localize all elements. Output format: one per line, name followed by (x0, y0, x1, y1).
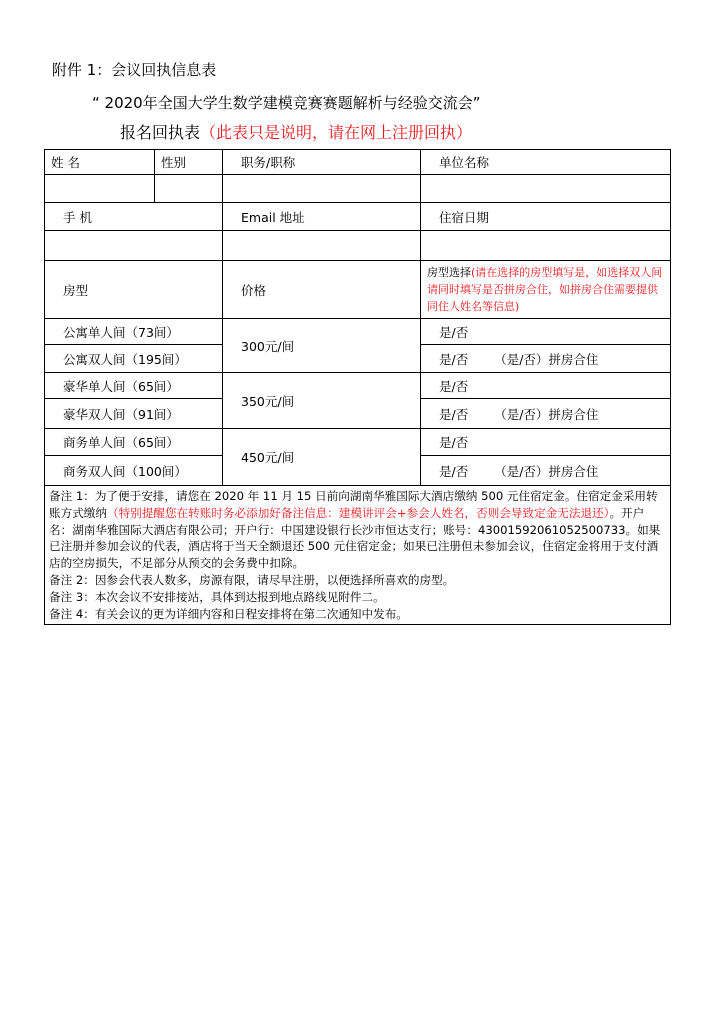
header-gender: 性别 (155, 150, 223, 175)
room-choice-label: 房型选择 (427, 266, 471, 279)
room-type: 豪华单人间（65间） (45, 373, 223, 399)
form-title (120, 120, 472, 143)
form-title-text: 报名回执表 (120, 123, 201, 142)
room-choice[interactable] (421, 399, 671, 429)
note-1-text: 备注 1：为了便于安排，请您在 2020 年 11 月 15 日前向湖南华雅国际大酒店缴纳 500 元住宿定金。住宿定金采用转账方式缴纳 (49, 489, 658, 520)
room-choice-value: 是/否 (439, 406, 469, 422)
note-1-account: 。开户名：湖南华雅国际大酒店有限公司；开户行：中国建设银行长沙市恒达支行；账号：43001592061052500733。如果已注册并参加会议的代表，酒店将于当天全额退还 500 元住宿定金；如果已注册但未参加会议，住宿定金将用于支付酒店的空房损失，不足部分从预交的会务费中扣除。 (49, 505, 661, 571)
room-choice-value: 是/否 (439, 324, 469, 340)
attachment-title: 附件 1：会议回执信息表 (52, 61, 217, 79)
note-3: 备注 3：本次会议不安排接站，具体到达报到地点路线见附件二。 (49, 589, 385, 604)
room-share-option: （是/否）拼房合住 (494, 351, 599, 367)
form-title-note: （此表只是说明，请在网上注册回执） (200, 123, 473, 142)
room-choice-value: 是/否 (439, 435, 469, 450)
room-choice-note: (请在选择的房型填写是，如选择双人间请同时填写是否拼房合住，如拼房合住需要提供同住人姓名等信息) (427, 266, 663, 313)
organization-cell[interactable] (421, 175, 671, 203)
room-choice[interactable] (421, 429, 671, 456)
header-stay-dates: 住宿日期 (421, 203, 671, 231)
position-cell[interactable] (223, 175, 421, 203)
header-name: 姓 名 (45, 150, 155, 175)
name-cell[interactable] (45, 175, 155, 203)
gender-cell[interactable] (155, 175, 223, 203)
email-cell[interactable] (223, 231, 421, 261)
header-position: 职务/职称 (223, 150, 421, 175)
room-choice-value: 是/否 (439, 378, 469, 394)
note-4: 备注 4：有关会议的更为详细内容和日程安排将在第二次通知中发布。 (49, 606, 408, 621)
header-phone: 手 机 (45, 203, 223, 231)
room-type: 商务双人间（100间） (45, 456, 223, 486)
room-share-option: （是/否）拼房合住 (494, 406, 599, 422)
registration-table (44, 149, 671, 625)
room-type: 公寓单人间（73间） (45, 319, 223, 345)
note-1 (49, 488, 666, 572)
room-price: 450元/间 (223, 429, 421, 486)
header-email: Email 地址 (223, 203, 421, 231)
stay-dates-cell[interactable] (421, 231, 671, 261)
phone-cell[interactable] (45, 231, 223, 261)
room-share-option: （是/否）拼房合住 (494, 463, 599, 479)
header-room-type: 房型 (45, 261, 223, 319)
room-type: 公寓双人间（195间） (45, 345, 223, 373)
note-2: 备注 2：因参会代表人数多，房源有限，请尽早注册，以便选择所喜欢的房型。 (49, 572, 455, 587)
room-choice[interactable] (421, 345, 671, 373)
room-choice[interactable] (421, 373, 671, 399)
room-price: 350元/间 (223, 373, 421, 429)
room-type: 豪华双人间（91间） (45, 399, 223, 429)
note-1-warning: （特别提醒您在转账时务必添加好备注信息：建模讲评会+参会人姓名，否则会导致定金无法退还） (106, 505, 610, 520)
header-organization: 单位名称 (421, 150, 671, 175)
notes-section (45, 486, 671, 625)
room-type: 商务单人间（65间） (45, 429, 223, 456)
header-price: 价格 (223, 261, 421, 319)
room-choice-value: 是/否 (439, 463, 469, 479)
room-choice[interactable] (421, 456, 671, 486)
room-price: 300元/间 (223, 319, 421, 373)
room-choice-value: 是/否 (439, 351, 469, 367)
room-choice[interactable] (421, 319, 671, 345)
conference-title: “ 2020年全国大学生数学建模竞赛赛题解析与经验交流会” (92, 94, 481, 112)
header-room-choice (421, 261, 671, 319)
